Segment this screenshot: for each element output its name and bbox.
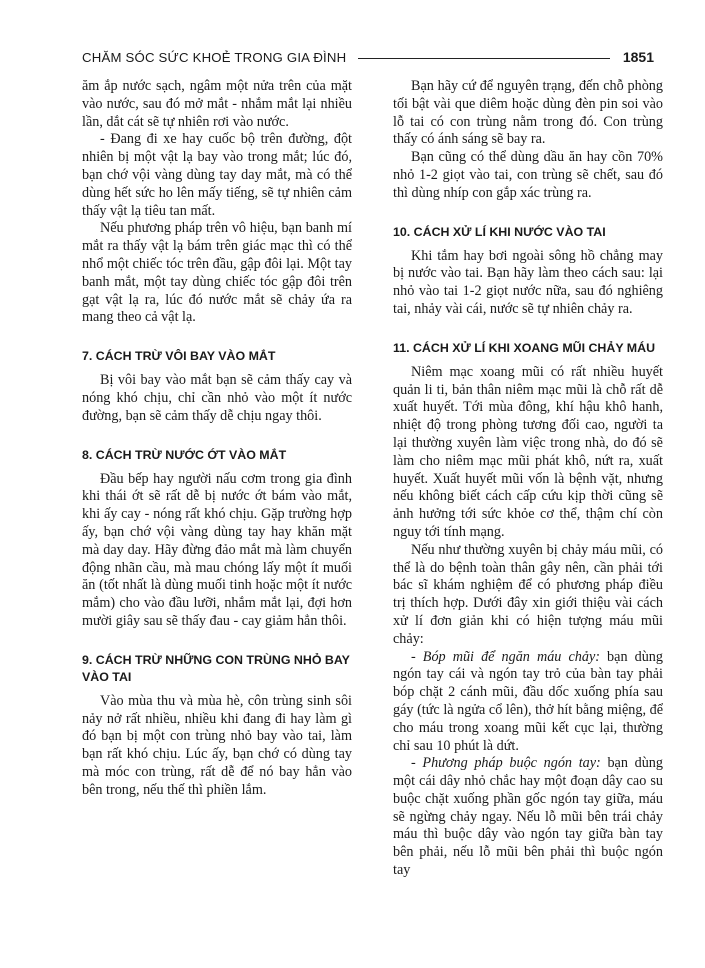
paragraph: Bạn hãy cứ để nguyên trạng, đến chỗ phòng tối bật vài que diêm hoặc dùng đèn pin soi vào lỗ tai có con trùng nằm trong đó. Con trùng thấy có ánh sáng sẽ bay ra. (393, 78, 663, 148)
paragraph: Khi tắm hay bơi ngoài sông hồ chẳng may bị nước vào tai. Bạn hãy làm theo cách sau: lại nhỏ vào tai 1-2 giọt nước nữa, sau đó nghiêng tai, nhảy vài cái, nước sẽ tự nhiên chảy ra. (393, 247, 663, 317)
header-rule (358, 58, 610, 59)
method-text: bạn dùng ngón tay cái và ngón tay trỏ của bàn tay phải bóp chặt 2 cánh mũi, đầu dốc xuống phía sau gáy (tức là ngửa cổ lên), thở hít bằng miệng, để cho máu trong xoang mũi kết cục lại, thường chỉ sau 10 phút là dứt. (393, 648, 663, 754)
paragraph: - Đang đi xe hay cuốc bộ trên đường, đột nhiên bị một vật lạ bay vào trong mắt; lúc đó, bạn chớ vội vàng dùng tay day mắt, mà có thể dùng hết sức ho lên mấy tiếng, sẽ tự nhiên cảm thấy vật lạ tiêu tan mất. (82, 131, 352, 219)
section-heading-7: 7. CÁCH TRỪ VÔI BAY VÀO MẮT (82, 349, 276, 364)
method-title: - Bóp mũi để ngăn máu chảy: (411, 648, 600, 665)
paragraph (393, 649, 663, 756)
section-heading-9: 9. CÁCH TRỪ NHỮNG CON TRÙNG NHỎ BAY VÀO TAI (82, 652, 350, 684)
paragraph (393, 755, 663, 880)
right-column (393, 78, 663, 880)
paragraph: Nếu phương pháp trên vô hiệu, bạn banh mí mắt ra thấy vật lạ bám trên giác mạc thì có thể nhổ một chiếc tóc trên đầu, gập đôi lại. Một tay banh mắt, một tay dùng chiếc tóc gập đôi trên gạt vật lạ ra, lúc đó nước mắt sẽ chảy ứa ra mang theo cả vật lạ. (82, 220, 352, 326)
paragraph: Vào mùa thu và mùa hè, côn trùng sinh sôi nảy nở rất nhiều, nhiều khi đang đi hay làm gì đó bạn bị một con trùng nhỏ bay vào tai, làm bạn rất khó chịu. Lúc ấy, bạn chớ có dùng tay mà móc con trùng, rất dễ để nó bay hẳn vào bên trong, nếu thế thì phiền lắm. (82, 692, 352, 798)
paragraph: Niêm mạc xoang mũi có rất nhiều huyết quản li ti, bản thân niêm mạc mũi là chỗ rất dễ xuất huyết. Tới mùa đông, khí hậu khô hanh, nhiệt độ trong phòng tương đối cao, người ta lại thường xuyên làm việc trong nhà, do đó sẽ làm cho niêm mạc mũi phát khô, nứt ra, xuất huyết. Xuất huyết mũi vốn là bệnh vặt, nhưng nếu không biết cách cấp cứu kịp thời cũng sẽ ảnh hưởng tới sức khỏe cơ thể, thậm chí còn nguy tới tính mạng. (393, 363, 663, 540)
paragraph: Nếu như thường xuyên bị chảy máu mũi, có thể là do bệnh toàn thân gây nên, cần phải tới bác sĩ khám nghiệm để có phương pháp điều trị thích hợp. Dưới đây xin giới thiệu vài cách xử lí đơn giản khi có hiện tượng máu mũi chảy: (393, 541, 663, 647)
running-header (82, 48, 654, 70)
section-heading-10: 10. CÁCH XỬ LÍ KHI NƯỚC VÀO TAI (393, 224, 606, 239)
book-title: CHĂM SÓC SỨC KHOẺ TRONG GIA ĐÌNH (82, 50, 347, 65)
paragraph: ăm ắp nước sạch, ngâm một nửa trên của mặt vào nước, sau đó mở mắt - nhắm mắt lại nhiều lần, dắt cát sẽ tự nhiên rơi vào nước. (82, 78, 352, 130)
paragraph: Bị vôi bay vào mắt bạn sẽ cảm thấy cay và nóng khó chịu, chỉ cần nhỏ vào một ít nước đường, bạn sẽ cảm thấy dễ chịu ngay thôi. (82, 372, 352, 424)
page-number: 1851 (622, 49, 654, 65)
method-title: - Phương pháp buộc ngón tay: (411, 755, 601, 772)
paragraph: Đầu bếp hay người nấu cơm trong gia đình khi thái ớt sẽ rất dễ bị nước ớt bám vào mắt, khi ấy cay - nóng rất khó chịu. Gặp trường hợp ấy, bạn chớ vội vàng dùng tay hay khăn mặt mà day day. Hãy đừng đảo mắt mà làm chuyển động nhãn cầu, mà mau chóng lấy một ít muối ăn (tốt nhất là dùng muối tinh hoặc một ít nước mắm) cho vào đầu lưỡi, nhắm mắt lại, đợi hơn mười giây sau sẽ thấy đau - cay giảm hẳn thôi. (82, 470, 352, 629)
section-heading-8: 8. CÁCH TRỪ NƯỚC ỚT VÀO MẮT (82, 447, 287, 462)
section-heading-11: 11. CÁCH XỬ LÍ KHI XOANG MŨI CHẢY MÁU (393, 340, 656, 355)
left-column (82, 78, 352, 800)
method-text: bạn dùng một cái dây nhỏ chắc hay một đoạn dây cao su buộc chặt xuống phần gốc ngón tay giữa, máu sẽ ngừng chảy ngay. Nếu lỗ mũi bên trái chảy máu thì buộc dây vào ngón tay giữa bàn tay bên phải, nếu lỗ mũi bên phải thì buộc ngón tay (393, 755, 663, 879)
paragraph: Bạn cũng có thể dùng dầu ăn hay cồn 70% nhỏ 1-2 giọt vào tai, con trùng sẽ chết, sau đó thì dùng nhíp con gắp xác trùng ra. (393, 149, 663, 201)
